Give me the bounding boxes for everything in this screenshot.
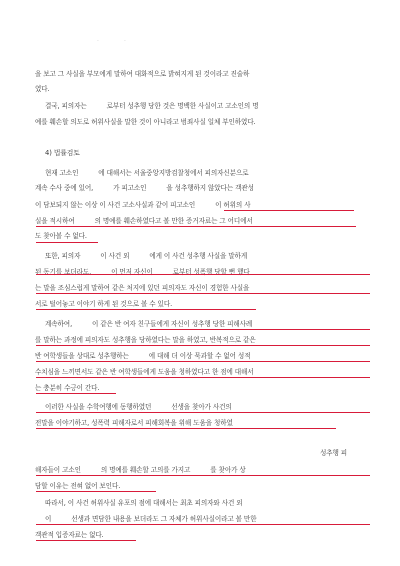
text-line: 담할 이유는 전혀 없어 보인다. [35,482,121,490]
text-line: 였다. [35,85,50,93]
red-underline [36,524,370,525]
text-line: 전말을 이야기하고, 성폭력 피해자로서 피해회복을 위해 도움을 청하였 [35,419,233,427]
text-line: 성추행 피 [320,449,348,457]
red-underline [224,210,354,211]
text-line: 는 충분히 수긍이 간다. [35,384,100,392]
text-line: 를 말하는 과정에 피의자도 성추행을 당하였다는 말을 하였고, 반복적으로 같은 [35,336,256,344]
text-line: 도 찾아볼 수 없다. [35,232,87,240]
section-heading: 4) 법률검토 [45,149,80,157]
red-underline [36,475,370,476]
text-line: 이러한 사실을 수학여행에 동행하였던 선생을 찾아가 사건의 [45,403,232,411]
text-line: 이 담보되지 않는 이상 이 사건 고소사실과 같이 피고소인 이 허위의 사 [35,201,251,209]
text-line: 이 선생과 면담한 내용을 보더라도 그 자체가 허위사실이라고 볼 만한 [45,515,257,523]
text-line: 서로 털어놓고 이야기 하게 된 것으로 볼 수 있다. [35,300,173,308]
text-line: 반 여학생들을 상대로 성추행하는 에 대해 더 이상 묵과할 수 없어 성적 [35,352,251,360]
text-line: 또한, 피의자 이 사건 외 에게 이 사건 성추행 사실을 말하게 [45,252,248,260]
text-line: 는 말을 조심스럽게 말하여 같은 처지에 있던 피의자도 자신이 경험한 사실을 [35,284,250,292]
text-line: 결국, 피의자는 로부터 성추행 당한 것은 명백한 사실이고 고소인의 명 [45,102,259,110]
text-line: 객관적 입증자료는 없다. [35,531,104,539]
red-underline [36,226,356,227]
text-line: 수치심을 느끼면서도 같은 반 여학생들에게 도움을 청하였다고 한 점에 대해서 [35,368,254,376]
red-underline [36,377,370,378]
red-underline [36,491,156,492]
red-underline [36,412,370,413]
scan-mark: · [124,38,126,45]
scan-mark: · [97,38,99,45]
red-underline [36,242,98,243]
text-line: 예를 훼손할 의도로 허위사실을 말한 것이 아니라고 범죄사실 일체 부인하였다. [35,118,256,126]
text-line: 계속 수사 중에 있어, 가 피고소인 을 성추행하지 않았다는 객관성 [35,184,254,192]
text-line: 계속하여, 이 같은 반 여자 친구들에게 자신이 성추행 당한 피해사례 [45,320,253,328]
red-underline [36,393,116,394]
red-underline [36,293,370,294]
text-line: 된 동기를 보더라도, 이 먼저 자신이 로부터 성폭행 당할 뻔 했다 [35,268,250,276]
text-line: 을 보고 그 사실을 부모에게 말하여 대화적으로 밝혀지게 된 것이라고 진술하 [35,70,250,78]
red-underline [36,309,256,310]
red-underline [150,329,370,330]
text-line: 실을 적시하여 의 명예를 훼손하였다고 볼 만한 증거자료는 그 어디에서 [35,217,253,225]
red-underline [36,345,370,346]
text-line: 따라서, 이 사건 허위사실 유포의 점에 대해서는 최초 피의자와 사건 외 [45,499,243,507]
red-underline [36,428,336,429]
red-underline [36,540,136,541]
red-underline [36,361,370,362]
red-underline [36,274,370,275]
text-line: 현재 고소인 에 대해서는 서울중앙지방검찰청에서 피의자신분으로 [45,169,249,177]
text-line: 해자들이 고소인 의 명예를 훼손할 고의를 가지고 를 찾아가 상 [35,466,246,474]
